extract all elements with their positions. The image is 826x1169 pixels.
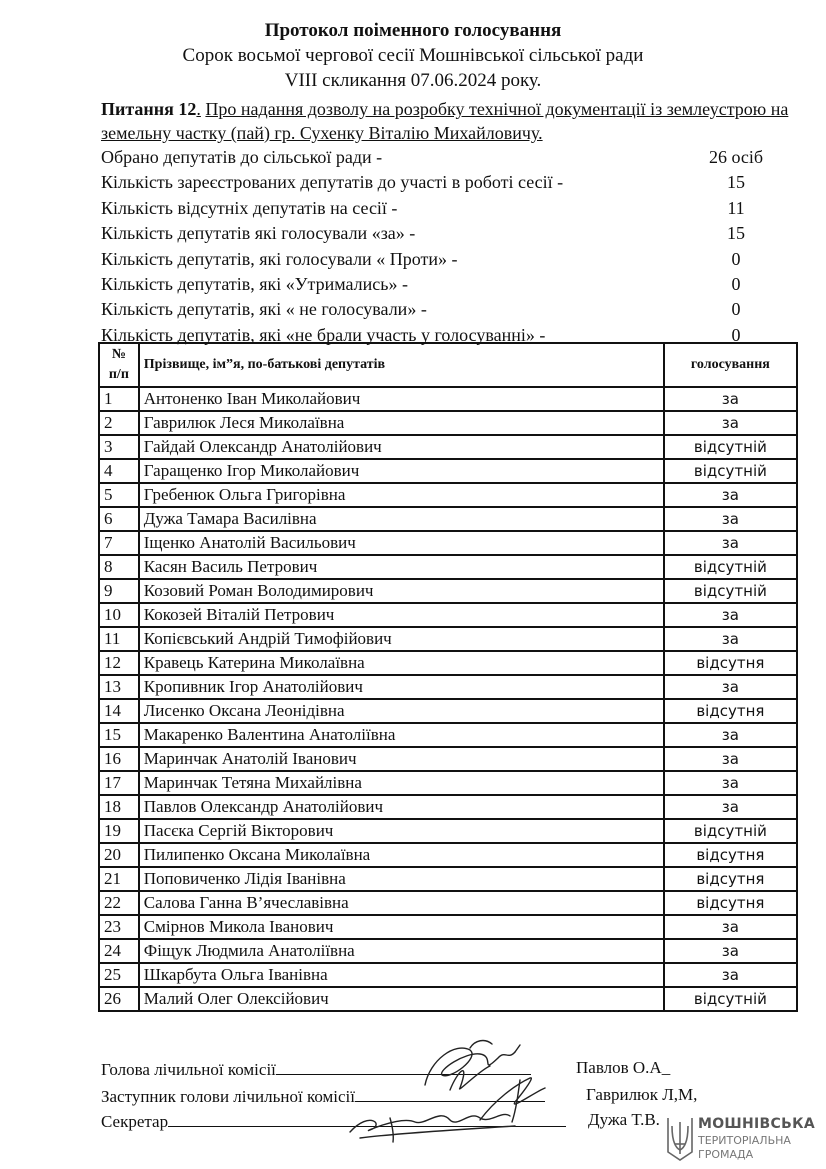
table-row: [99, 963, 797, 987]
deputy-name: Іщенко Анатолій Васильович: [139, 531, 664, 555]
vote-statistics: [101, 145, 801, 348]
deputy-name: Гаврилюк Леся Миколаївна: [139, 411, 664, 435]
deputy-name: Лисенко Оксана Леонідівна: [139, 699, 664, 723]
chair-name: Павлов О.А_: [576, 1058, 671, 1077]
table-row: [99, 987, 797, 1011]
deputy-name: Малий Олег Олексійович: [139, 987, 664, 1011]
row-number: 6: [99, 507, 139, 531]
deputy-name: Гаврилюк Л,М,: [586, 1085, 698, 1104]
deputy-name: Кравець Катерина Миколаївна: [139, 651, 664, 675]
vote-result: відсутній: [664, 819, 797, 843]
vote-result: за: [664, 747, 797, 771]
table-row: [99, 483, 797, 507]
trident-icon: [666, 1114, 694, 1162]
deputy-name: Смірнов Микола Іванович: [139, 915, 664, 939]
row-number: 15: [99, 723, 139, 747]
row-number: 23: [99, 915, 139, 939]
vote-result: за: [664, 387, 797, 411]
vote-result: відсутній: [664, 459, 797, 483]
table-row: [99, 939, 797, 963]
table-row: [99, 699, 797, 723]
row-number: 12: [99, 651, 139, 675]
row-number: 5: [99, 483, 139, 507]
deputy-name: Гаращенко Ігор Миколайович: [139, 459, 664, 483]
vote-result: за: [664, 411, 797, 435]
deputy-name: Маринчак Анатолій Іванович: [139, 747, 664, 771]
row-number: 17: [99, 771, 139, 795]
row-number: 13: [99, 675, 139, 699]
table-row: [99, 867, 797, 891]
deputy-name: Салова Ганна В’ячеславівна: [139, 891, 664, 915]
stat-label: Кількість депутатів, які «не брали участь у голосуванні» -: [101, 324, 546, 345]
table-row: [99, 435, 797, 459]
deputy-name: Шкарбута Ольга Іванівна: [139, 963, 664, 987]
stat-row: [101, 272, 801, 297]
vote-result: відсутня: [664, 651, 797, 675]
vote-result: за: [664, 795, 797, 819]
stat-label: Кількість відсутніх депутатів на сесії -: [101, 197, 398, 218]
question-number-dot: .: [196, 99, 201, 119]
stat-label: Кількість депутатів, які «Утримались» -: [101, 273, 408, 294]
stat-row: [101, 196, 801, 221]
deputy-name: Гребенюк Ольга Григорівна: [139, 483, 664, 507]
row-number: 11: [99, 627, 139, 651]
vote-result: за: [664, 603, 797, 627]
row-number: 9: [99, 579, 139, 603]
stat-value: 26 осіб: [708, 147, 764, 167]
watermark-line2: ГРОМАДА: [698, 1148, 754, 1161]
secretary-name: Дужа Т.В.: [588, 1110, 660, 1129]
vote-result: за: [664, 723, 797, 747]
row-number: 14: [99, 699, 139, 723]
vote-result: відсутня: [664, 699, 797, 723]
stat-label: Обрано депутатів до сільської ради -: [101, 147, 383, 167]
stat-label: Кількість зареєстрованих депутатів до участі в роботі сесії -: [101, 172, 564, 193]
deputy-name: Фіщук Людмила Анатоліївна: [139, 939, 664, 963]
deputy-name: Антоненко Іван Миколайович: [139, 387, 664, 411]
vote-result: за: [664, 531, 797, 555]
deputy-name: Макаренко Валентина Анатоліївна: [139, 723, 664, 747]
vote-result: за: [664, 675, 797, 699]
deputy-name: Пасєка Сергій Вікторович: [139, 819, 664, 843]
chair-label: Голова лічильної комісії: [101, 1060, 276, 1079]
row-number: 21: [99, 867, 139, 891]
stat-row: [101, 145, 801, 170]
deputy-name: Касян Василь Петрович: [139, 555, 664, 579]
voting-table: [98, 342, 798, 1012]
community-watermark: [662, 1112, 822, 1166]
stat-value: 15: [727, 223, 745, 244]
question-text: Про надання дозволу на розробку технічної документації із землеустрою на земельну частку (пай) гр. Сухенку Віталію Михайловичу.: [101, 99, 789, 143]
table-row: [99, 531, 797, 555]
table-row: [99, 651, 797, 675]
stat-label: Кількість депутатів, які « не голосували» -: [101, 299, 427, 320]
stat-label: Кількість депутатів, які голосували « Проти» -: [101, 248, 458, 269]
table-row: [99, 747, 797, 771]
row-number: 10: [99, 603, 139, 627]
table-row: [99, 579, 797, 603]
table-row: [99, 819, 797, 843]
deputy-name: Пилипенко Оксана Миколаївна: [139, 843, 664, 867]
header-number: [99, 343, 139, 387]
vote-result: відсутній: [664, 555, 797, 579]
row-number: 16: [99, 747, 139, 771]
stat-value: 11: [727, 197, 745, 218]
watermark-title: МОШНІВСЬКА: [698, 1116, 815, 1132]
deputy-name: Маринчак Тетяна Михайлівна: [139, 771, 664, 795]
table-row: [99, 387, 797, 411]
vote-result: відсутня: [664, 891, 797, 915]
row-number: 19: [99, 819, 139, 843]
question-block: [101, 97, 801, 145]
stat-value: 0: [731, 248, 741, 269]
vote-result: за: [664, 507, 797, 531]
vote-result: відсутній: [664, 579, 797, 603]
row-number: 26: [99, 987, 139, 1011]
secretary-label: Секретар: [101, 1112, 169, 1131]
deputy-name: Дужа Тамара Василівна: [139, 507, 664, 531]
handwritten-signatures: [330, 1030, 570, 1155]
vote-result: за: [664, 963, 797, 987]
table-row: [99, 915, 797, 939]
table-row: [99, 891, 797, 915]
header-number-line2: п/п: [108, 367, 129, 382]
row-number: 7: [99, 531, 139, 555]
header-name: Прізвище, ім”я, по-батькові депутатів: [139, 343, 664, 387]
vote-result: за: [664, 483, 797, 507]
vote-result: відсутній: [664, 435, 797, 459]
vote-result: відсутня: [664, 843, 797, 867]
question-label: Питання 12: [101, 99, 197, 119]
deputy-name: Козовий Роман Володимирович: [139, 579, 664, 603]
row-number: 2: [99, 411, 139, 435]
deputy-name: Копієвський Андрій Тимофійович: [139, 627, 664, 651]
vote-result: за: [664, 915, 797, 939]
vote-result: за: [664, 939, 797, 963]
row-number: 24: [99, 939, 139, 963]
watermark-line1: ТЕРИТОРІАЛЬНА: [698, 1134, 791, 1147]
vote-result: відсутній: [664, 987, 797, 1011]
stat-value: 0: [731, 324, 741, 345]
table-row: [99, 795, 797, 819]
vote-result: відсутня: [664, 867, 797, 891]
table-row: [99, 603, 797, 627]
table-row: [99, 843, 797, 867]
row-number: 1: [99, 387, 139, 411]
document-title: Протокол поіменного голосування: [264, 20, 562, 41]
header-number-line1: №: [111, 347, 126, 362]
stat-label: Кількість депутатів які голосували «за» -: [101, 223, 416, 244]
vote-result: за: [664, 627, 797, 651]
row-number: 4: [99, 459, 139, 483]
stat-value: 0: [731, 299, 741, 320]
header-vote: голосування: [664, 343, 797, 387]
table-row: [99, 459, 797, 483]
table-row: [99, 771, 797, 795]
stat-row: [101, 221, 801, 246]
deputy-name: Кропивник Ігор Анатолійович: [139, 675, 664, 699]
row-number: 18: [99, 795, 139, 819]
table-row: [99, 555, 797, 579]
vote-result: за: [664, 771, 797, 795]
stat-value: 0: [731, 273, 741, 294]
stat-row: [101, 247, 801, 272]
deputy-name: Поповиченко Лідія Іванівна: [139, 867, 664, 891]
row-number: 22: [99, 891, 139, 915]
session-date: VIII скликання 07.06.2024 року.: [284, 70, 542, 91]
table-row: [99, 675, 797, 699]
deputy-name: Кокозей Віталій Петрович: [139, 603, 664, 627]
table-header-row: [99, 343, 797, 387]
stat-value: 15: [727, 172, 745, 193]
stat-row: [101, 297, 801, 322]
deputy-name: Гайдай Олександр Анатолійович: [139, 435, 664, 459]
deputy-label: Заступник голови лічильної комісії: [101, 1087, 356, 1106]
session-subtitle: Сорок восьмої чергової сесії Мошнівської сільської ради: [182, 45, 644, 66]
row-number: 20: [99, 843, 139, 867]
stat-row: [101, 170, 801, 195]
table-row: [99, 507, 797, 531]
table-row: [99, 627, 797, 651]
row-number: 8: [99, 555, 139, 579]
row-number: 3: [99, 435, 139, 459]
table-row: [99, 723, 797, 747]
row-number: 25: [99, 963, 139, 987]
table-row: [99, 411, 797, 435]
deputy-name: Павлов Олександр Анатолійович: [139, 795, 664, 819]
